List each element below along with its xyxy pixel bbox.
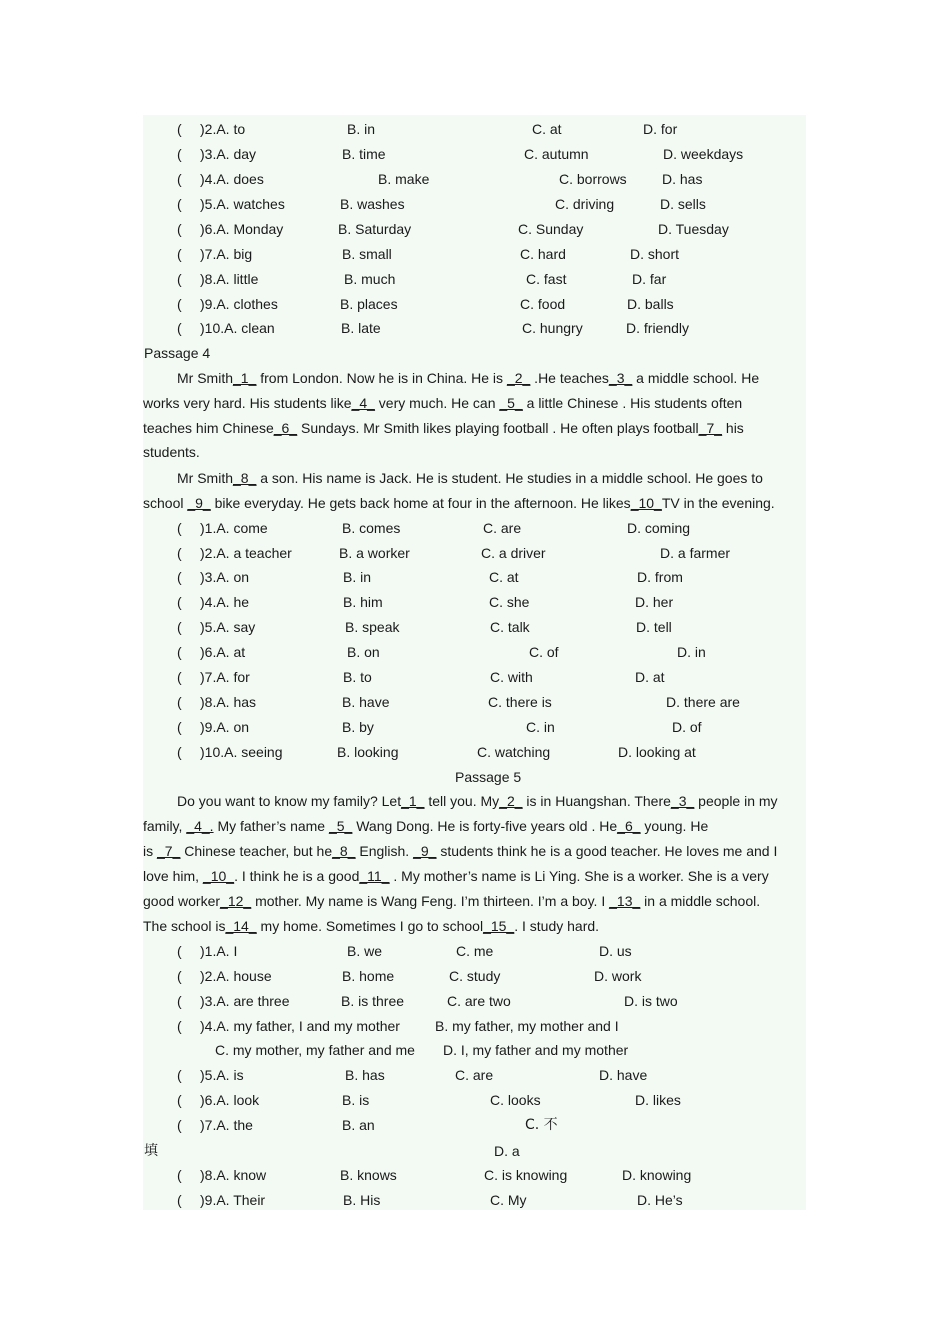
option-c: C. at xyxy=(532,121,562,137)
question-row xyxy=(0,518,950,538)
option-d: D. at xyxy=(635,669,665,685)
answer-paren: ( xyxy=(177,196,182,212)
question-row xyxy=(0,742,950,762)
passage-line xyxy=(143,416,806,441)
blank: _7_ xyxy=(157,843,181,859)
answer-paren: ( xyxy=(177,171,182,187)
option-b: B. we xyxy=(347,943,383,959)
option-b: B. much xyxy=(344,271,396,287)
option-a: )8.A. little xyxy=(200,271,259,287)
option-c: C. Sunday xyxy=(518,221,584,237)
question-row xyxy=(0,1090,950,1110)
passage-text: English. xyxy=(355,843,414,859)
option-a: )3.A. day xyxy=(200,146,257,162)
question-row xyxy=(0,966,950,986)
option-a: )2.A. a teacher xyxy=(200,545,292,561)
option-c: C. food xyxy=(520,296,566,312)
option-d: D. looking at xyxy=(618,744,696,760)
answer-paren: ( xyxy=(177,520,182,536)
blank: _2_ xyxy=(499,793,523,809)
passage-text: my home. Sometimes I go to school xyxy=(256,918,484,934)
answer-paren: ( xyxy=(177,296,182,312)
passage-line xyxy=(143,466,806,491)
option-c: C. hard xyxy=(520,246,566,262)
option-d: D. I, my father and my mother xyxy=(443,1042,629,1058)
blank: _10_ xyxy=(202,868,235,884)
option-c: C. a driver xyxy=(481,545,546,561)
option-d: D. balls xyxy=(627,296,674,312)
blank: _10_ xyxy=(630,495,662,511)
passage-text: his xyxy=(722,420,744,436)
option-a: )9.A. Their xyxy=(200,1192,266,1208)
blank: _4_ xyxy=(351,395,375,411)
option-d: D. likes xyxy=(635,1092,681,1108)
option-a: )2.A. house xyxy=(200,968,272,984)
option-a: )3.A. on xyxy=(200,569,250,585)
blank: _2_ xyxy=(506,370,531,386)
answer-paren: ( xyxy=(177,1117,182,1133)
passage-text: love him, xyxy=(143,868,203,884)
option-a: )4.A. my father, I and my mother xyxy=(200,1018,400,1034)
passage-text: My father’s name xyxy=(213,818,329,834)
option-d: D. have xyxy=(599,1067,648,1083)
answer-paren: ( xyxy=(177,968,182,984)
option-b: B. comes xyxy=(342,520,401,536)
question-row xyxy=(0,1141,950,1161)
answer-paren: ( xyxy=(177,619,182,635)
passage4-title: Passage 4 xyxy=(144,345,211,361)
blank: _4_. xyxy=(186,818,214,834)
option-c: C. she xyxy=(489,594,530,610)
answer-paren: ( xyxy=(177,744,182,760)
option-d: D. He’s xyxy=(637,1192,683,1208)
option-b: B. is xyxy=(342,1092,370,1108)
blank: _8_ xyxy=(233,470,257,486)
option-b: B. to xyxy=(343,669,372,685)
question-row xyxy=(0,194,950,214)
blank: _8_ xyxy=(332,843,356,859)
passage-line xyxy=(143,864,806,889)
passage-text: students. xyxy=(143,444,200,460)
option-b: B. in xyxy=(347,121,376,137)
option-d: D. is two xyxy=(624,993,678,1009)
option-b: B. places xyxy=(340,296,398,312)
answer-paren: ( xyxy=(177,569,182,585)
option-c: C. borrows xyxy=(559,171,627,187)
option-b: B. my father, my mother and I xyxy=(435,1018,619,1034)
passage-text: from London. Now he is in China. He is xyxy=(256,370,507,386)
passage-line xyxy=(143,491,806,516)
passage-text: in a middle school. xyxy=(640,893,761,909)
option-b: B. a worker xyxy=(339,545,410,561)
option-b: B. looking xyxy=(337,744,399,760)
option-b: B. home xyxy=(342,968,395,984)
option-a: )10.A. clean xyxy=(200,320,275,336)
question-row xyxy=(0,1165,950,1185)
option-c: C. with xyxy=(490,669,533,685)
passage-text: Mr Smith xyxy=(177,370,233,386)
option-d: D. friendly xyxy=(626,320,690,336)
passage-text: young. He xyxy=(640,818,709,834)
option-d: D. coming xyxy=(627,520,691,536)
option-b: B. by xyxy=(342,719,374,735)
passage-line xyxy=(143,914,806,939)
answer-paren: ( xyxy=(177,719,182,735)
blank: _11_ xyxy=(359,868,390,884)
option-b: B. make xyxy=(378,171,430,187)
option-b: B. knows xyxy=(340,1167,397,1183)
option-b: B. small xyxy=(342,246,392,262)
answer-paren: ( xyxy=(177,1092,182,1108)
option-a: )4.A. he xyxy=(200,594,250,610)
answer-paren: ( xyxy=(177,545,182,561)
passage-line xyxy=(143,889,806,914)
question-row xyxy=(0,269,950,289)
blank: _12_ xyxy=(220,893,252,909)
option-a: )1.A. I xyxy=(200,943,238,959)
option-c-wrap: 填 xyxy=(144,1143,158,1159)
passage-text: TV in the evening. xyxy=(661,495,775,511)
option-a: )1.A. come xyxy=(200,520,268,536)
passage-text: good worker xyxy=(143,893,221,909)
blank: _6_ xyxy=(617,818,641,834)
option-d: D. from xyxy=(637,569,683,585)
passage-text: .He teaches xyxy=(530,370,609,386)
passage-text: Mr Smith xyxy=(177,470,233,486)
question-row xyxy=(0,991,950,1011)
option-d: D. Tuesday xyxy=(658,221,729,237)
blank: _15_ xyxy=(483,918,515,934)
option-c: C. are xyxy=(455,1067,494,1083)
answer-paren: ( xyxy=(177,1067,182,1083)
option-c: C. me xyxy=(456,943,494,959)
answer-paren: ( xyxy=(177,993,182,1009)
answer-paren: ( xyxy=(177,146,182,162)
answer-paren: ( xyxy=(177,246,182,262)
passage-text: school xyxy=(143,495,188,511)
answer-paren: ( xyxy=(177,1018,182,1034)
blank: _5_ xyxy=(499,395,523,411)
passage-line xyxy=(143,814,806,839)
question-row xyxy=(0,294,950,314)
passage-text: family, xyxy=(143,818,187,834)
option-b: B. speak xyxy=(345,619,400,635)
passage-line xyxy=(143,366,806,391)
option-b: B. him xyxy=(343,594,383,610)
passage-line xyxy=(143,839,806,864)
option-d: D. of xyxy=(672,719,702,735)
passage-text: . My mother’s name is Li Ying. She is a worker. She is a very xyxy=(389,868,769,884)
option-b: B. is three xyxy=(341,993,405,1009)
passage-text: a middle school. He xyxy=(632,370,760,386)
option-c: C. are xyxy=(483,520,522,536)
blank: _7_ xyxy=(698,420,723,436)
answer-paren: ( xyxy=(177,320,182,336)
answer-paren: ( xyxy=(177,221,182,237)
option-a: )10.A. seeing xyxy=(200,744,283,760)
option-d: D. sells xyxy=(660,196,706,212)
passage-text: Chinese teacher, but he xyxy=(180,843,333,859)
question-row xyxy=(0,318,950,338)
option-d: D. short xyxy=(630,246,680,262)
question-row xyxy=(0,219,950,239)
option-c: C. My xyxy=(490,1192,527,1208)
option-d: D. in xyxy=(677,644,706,660)
option-d: D. a farmer xyxy=(660,545,731,561)
option-d: D. there are xyxy=(666,694,740,710)
option-c: C. in xyxy=(526,719,555,735)
question-row xyxy=(0,667,950,687)
passage-text: is xyxy=(143,843,157,859)
option-d: D. knowing xyxy=(622,1167,692,1183)
option-a: )6.A. look xyxy=(200,1092,260,1108)
passage-text: The school is xyxy=(143,918,226,934)
option-a: )7.A. the xyxy=(200,1117,253,1133)
option-c: C. talk xyxy=(490,619,530,635)
passage-line xyxy=(143,789,806,814)
passage-text: Sundays. Mr Smith likes playing football . He often plays football xyxy=(297,420,699,436)
question-row xyxy=(0,592,950,612)
option-c: C. study xyxy=(449,968,501,984)
option-a: )3.A. are three xyxy=(200,993,290,1009)
answer-paren: ( xyxy=(177,594,182,610)
blank: _9_ xyxy=(413,843,437,859)
option-d: D. tell xyxy=(636,619,672,635)
option-c: C. hungry xyxy=(522,320,583,336)
passage-text: Do you want to know my family? Let xyxy=(177,793,402,809)
option-c: C. at xyxy=(489,569,519,585)
blank: _1_ xyxy=(401,793,425,809)
question-row xyxy=(0,1016,950,1036)
option-c: C. are two xyxy=(447,993,511,1009)
option-c: C. driving xyxy=(555,196,615,212)
option-d: D. weekdays xyxy=(663,146,744,162)
blank: _3_ xyxy=(608,370,633,386)
question-row xyxy=(0,1115,950,1135)
passage-text: a little Chinese . His students often xyxy=(522,395,743,411)
option-b: B. late xyxy=(341,320,381,336)
answer-paren: ( xyxy=(177,271,182,287)
option-d: D. for xyxy=(643,121,678,137)
option-b: B. His xyxy=(343,1192,381,1208)
question-row xyxy=(0,1040,950,1060)
blank: _13_ xyxy=(609,893,641,909)
answer-paren: ( xyxy=(177,1167,182,1183)
option-d: D. work xyxy=(594,968,642,984)
option-b: B. washes xyxy=(340,196,405,212)
option-a: )5.A. watches xyxy=(200,196,285,212)
passage-line xyxy=(143,391,806,416)
option-c: C. fast xyxy=(526,271,567,287)
option-a: )7.A. big xyxy=(200,246,253,262)
passage-text: . I study hard. xyxy=(514,918,600,934)
passage-text: students think he is a good teacher. He loves me and I xyxy=(436,843,778,859)
option-c: C. there is xyxy=(488,694,552,710)
option-b: B. Saturday xyxy=(338,221,412,237)
option-b: B. has xyxy=(345,1067,385,1083)
option-a: )6.A. at xyxy=(200,644,246,660)
passage-text: Wang Dong. He is forty-five years old . He xyxy=(352,818,618,834)
blank: _14_ xyxy=(225,918,257,934)
option-c: C. looks xyxy=(490,1092,541,1108)
answer-paren: ( xyxy=(177,694,182,710)
option-d: D. has xyxy=(662,171,703,187)
answer-paren: ( xyxy=(177,1192,182,1208)
option-a: )6.A. Monday xyxy=(200,221,284,237)
passage-line xyxy=(143,441,806,464)
option-c: C. of xyxy=(529,644,559,660)
option-d: D. her xyxy=(635,594,674,610)
option-b: B. in xyxy=(343,569,372,585)
option-a: )2.A. to xyxy=(200,121,246,137)
option-a: )5.A. say xyxy=(200,619,256,635)
option-d: D. a xyxy=(494,1143,520,1159)
passage5-title: Passage 5 xyxy=(455,769,522,785)
option-a: )8.A. has xyxy=(200,694,257,710)
option-a: )9.A. on xyxy=(200,719,250,735)
question-row xyxy=(0,692,950,712)
answer-paren: ( xyxy=(177,943,182,959)
option-c: C. is knowing xyxy=(484,1167,568,1183)
option-a: )4.A. does xyxy=(200,171,264,187)
passage-text: a son. His name is Jack. He is student. He studies in a middle school. He goes to xyxy=(256,470,763,486)
passage-text: bike everyday. He gets back home at four in the afternoon. He likes xyxy=(210,495,631,511)
option-c: C. my mother, my father and me xyxy=(215,1042,415,1058)
passage-text: teaches him Chinese xyxy=(143,420,274,436)
passage-text: very much. He can xyxy=(374,395,500,411)
option-a: )8.A. know xyxy=(200,1167,267,1183)
passage-text: people in my xyxy=(694,793,778,809)
blank: _9_ xyxy=(187,495,211,511)
answer-paren: ( xyxy=(177,669,182,685)
blank: _1_ xyxy=(233,370,257,386)
option-b: B. have xyxy=(342,694,390,710)
blank: _5_ xyxy=(328,818,353,834)
question-row xyxy=(0,717,950,737)
option-c: C. watching xyxy=(477,744,551,760)
passage-text: is in Huangshan. There xyxy=(522,793,671,809)
question-row xyxy=(0,567,950,587)
answer-paren: ( xyxy=(177,121,182,137)
option-d: D. far xyxy=(632,271,667,287)
option-c: C. 不 xyxy=(525,1117,558,1133)
blank: _6_ xyxy=(273,420,298,436)
question-row xyxy=(0,244,950,264)
option-a: )5.A. is xyxy=(200,1067,244,1083)
passage4-paragraph2 xyxy=(143,466,806,516)
question-row xyxy=(0,617,950,637)
option-a: )9.A. clothes xyxy=(200,296,278,312)
passage-text: works very hard. His students like xyxy=(143,395,352,411)
question-row xyxy=(0,119,950,139)
option-d: D. us xyxy=(599,943,632,959)
option-a: )7.A. for xyxy=(200,669,250,685)
passage4-paragraph1 xyxy=(143,366,806,464)
question-row xyxy=(0,941,950,961)
passage-text: tell you. My xyxy=(424,793,500,809)
question-row xyxy=(0,1190,950,1210)
option-c: C. autumn xyxy=(524,146,589,162)
passage5-paragraph xyxy=(143,789,806,939)
option-b: B. time xyxy=(342,146,386,162)
option-b: B. on xyxy=(347,644,380,660)
question-row xyxy=(0,169,950,189)
question-row xyxy=(0,642,950,662)
question-row xyxy=(0,1065,950,1085)
passage-text: mother. My name is Wang Feng. I’m thirteen. I’m a boy. I xyxy=(251,893,610,909)
option-b: B. an xyxy=(342,1117,375,1133)
answer-paren: ( xyxy=(177,644,182,660)
passage-text: . I think he is a good xyxy=(234,868,360,884)
blank: _3_ xyxy=(670,793,695,809)
question-row xyxy=(0,144,950,164)
question-row xyxy=(0,543,950,563)
